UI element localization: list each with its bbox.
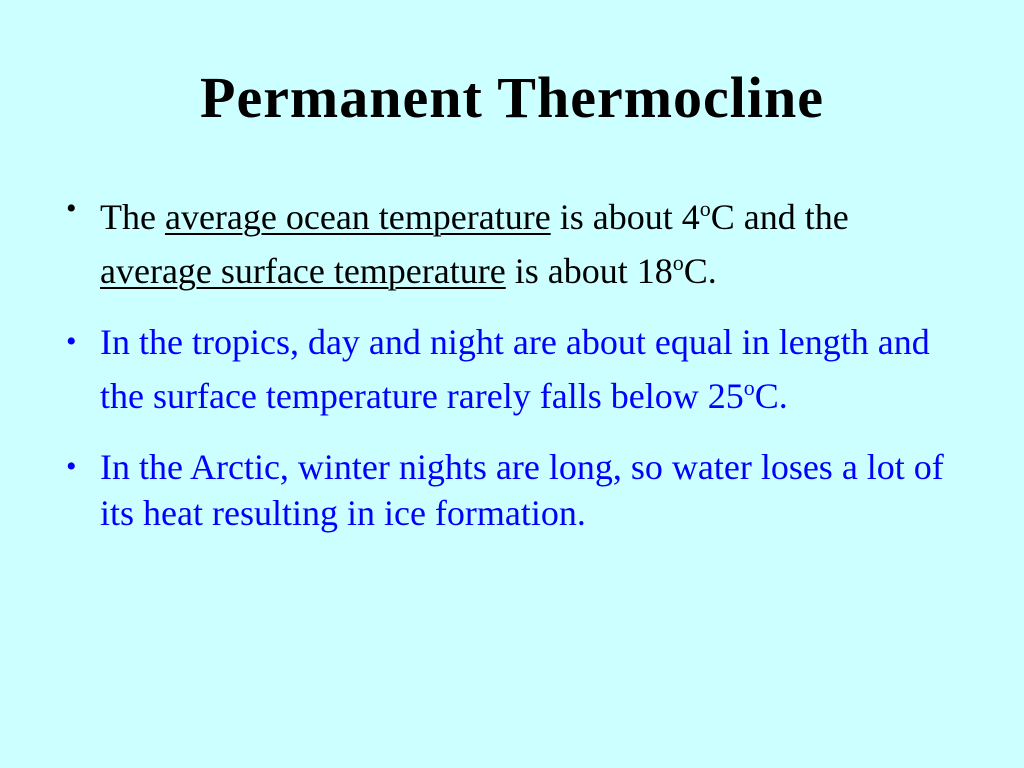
bullet-dot-icon: •	[66, 450, 77, 483]
underlined-term-average-ocean-temperature: average ocean temperature	[164, 197, 551, 237]
bullet-text: In the tropics, day and night are about equal in length and the surface temperature rarely falls below 25	[100, 322, 930, 416]
bullet-tropics	[64, 319, 964, 419]
bullet-text: is about 4	[550, 197, 700, 237]
bullet-text: is about 18	[505, 251, 673, 291]
bullet-text: C.	[754, 376, 788, 416]
bullet-dot-icon: •	[66, 192, 77, 225]
bullet-text: C and the	[710, 197, 849, 237]
bullet-text: C.	[683, 251, 717, 291]
bullet-text: The	[100, 197, 165, 237]
slide-title: Permanent Thermocline	[200, 65, 824, 130]
bullet-average-temperatures	[64, 186, 964, 294]
underlined-term-average-surface-temperature: average surface temperature	[100, 251, 506, 291]
bullet-dot-icon: •	[66, 325, 77, 358]
degree-superscript: o	[743, 375, 755, 400]
bullet-arctic	[64, 444, 964, 536]
bullet-list	[64, 186, 964, 561]
degree-superscript: o	[699, 196, 711, 221]
bullet-text: In the Arctic, winter nights are long, so water loses a lot of its heat resulting in ice formation.	[100, 447, 944, 533]
degree-superscript: o	[672, 250, 684, 275]
